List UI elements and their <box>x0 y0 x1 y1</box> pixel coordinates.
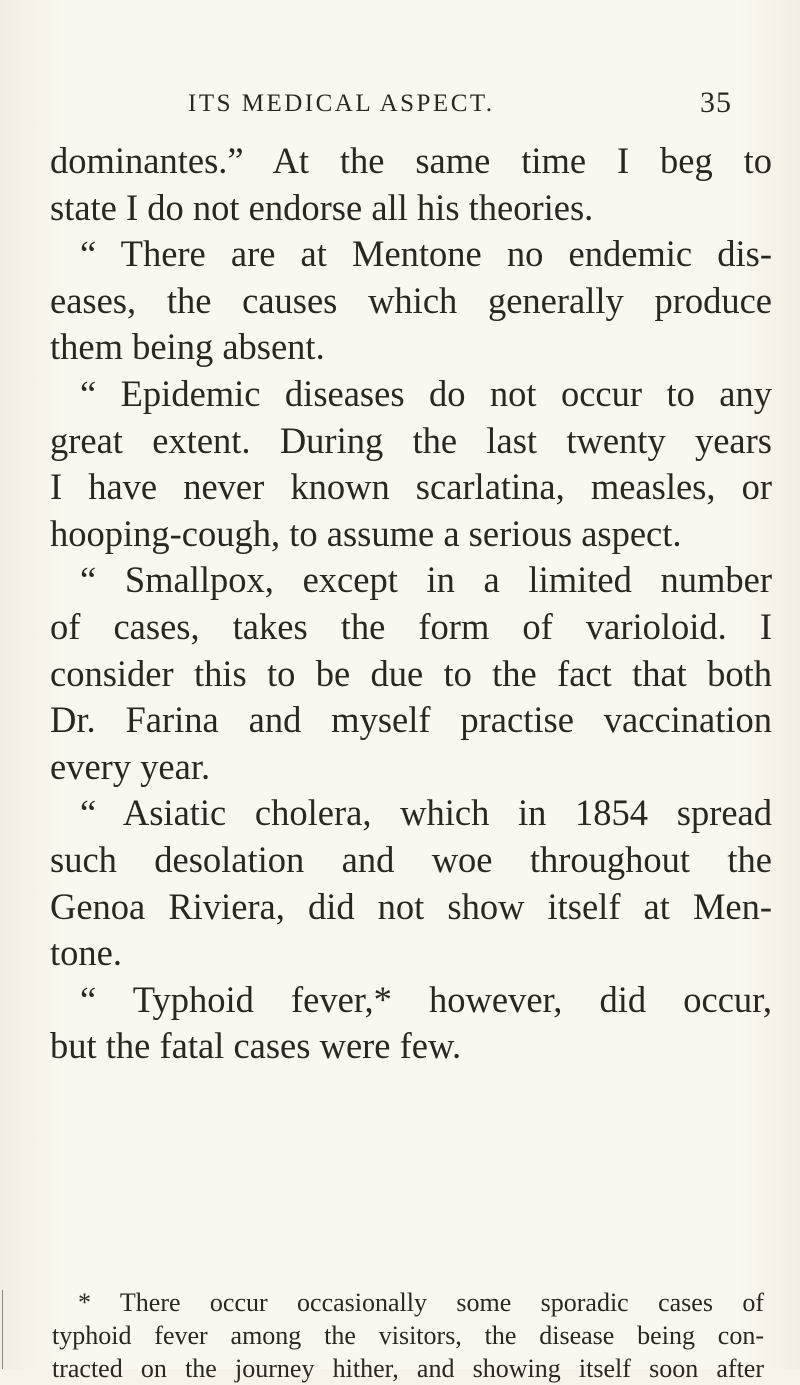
text-line: consider this to be due to the fact that both <box>50 652 772 694</box>
text-line: great extent. During the last twenty years <box>50 419 772 461</box>
text-line: hooping-cough, to assume a serious aspect. <box>50 512 682 554</box>
text-line: tone. <box>50 932 122 974</box>
text-line: every year. <box>50 745 211 787</box>
page-number: 35 <box>700 86 732 119</box>
text-line: eases, the causes which generally produce <box>50 279 772 321</box>
running-head <box>0 82 800 122</box>
text-line: “ Epidemic diseases do not occur to any <box>80 372 772 414</box>
text-line: of cases, takes the form of varioloid. I <box>50 605 772 647</box>
text-line: but the fatal cases were few. <box>50 1025 462 1067</box>
text-line: “ Typhoid fever,* however, did occur, <box>80 978 772 1020</box>
text-line: “ There are at Mentone no endemic dis- <box>80 233 772 275</box>
running-title: ITS MEDICAL ASPECT. <box>188 90 495 117</box>
page-edge-line <box>2 1290 3 1369</box>
footnote-line: typhoid fever among the visitors, the disease being con- <box>52 1321 764 1350</box>
text-line: state I do not endorse all his theories. <box>50 186 594 228</box>
body-text <box>50 138 772 1070</box>
text-line: Dr. Farina and myself practise vaccination <box>50 699 772 741</box>
text-line: I have never known scarlatina, measles, or <box>50 466 772 508</box>
text-line: “ Smallpox, except in a limited number <box>80 559 772 601</box>
text-line: them being absent. <box>50 326 325 368</box>
text-line: dominantes.” At the same time I beg to <box>50 140 772 181</box>
footnote <box>52 1286 764 1385</box>
footnote-line: tracted on the journey hither, and showing itself soon after <box>52 1354 764 1383</box>
text-line: Genoa Riviera, did not show itself at Men- <box>50 885 772 927</box>
text-line: “ Asiatic cholera, which in 1854 spread <box>80 792 772 834</box>
footnote-line: * There occur occasionally some sporadic cases of <box>78 1288 764 1317</box>
text-line: such desolation and woe throughout the <box>50 838 772 880</box>
